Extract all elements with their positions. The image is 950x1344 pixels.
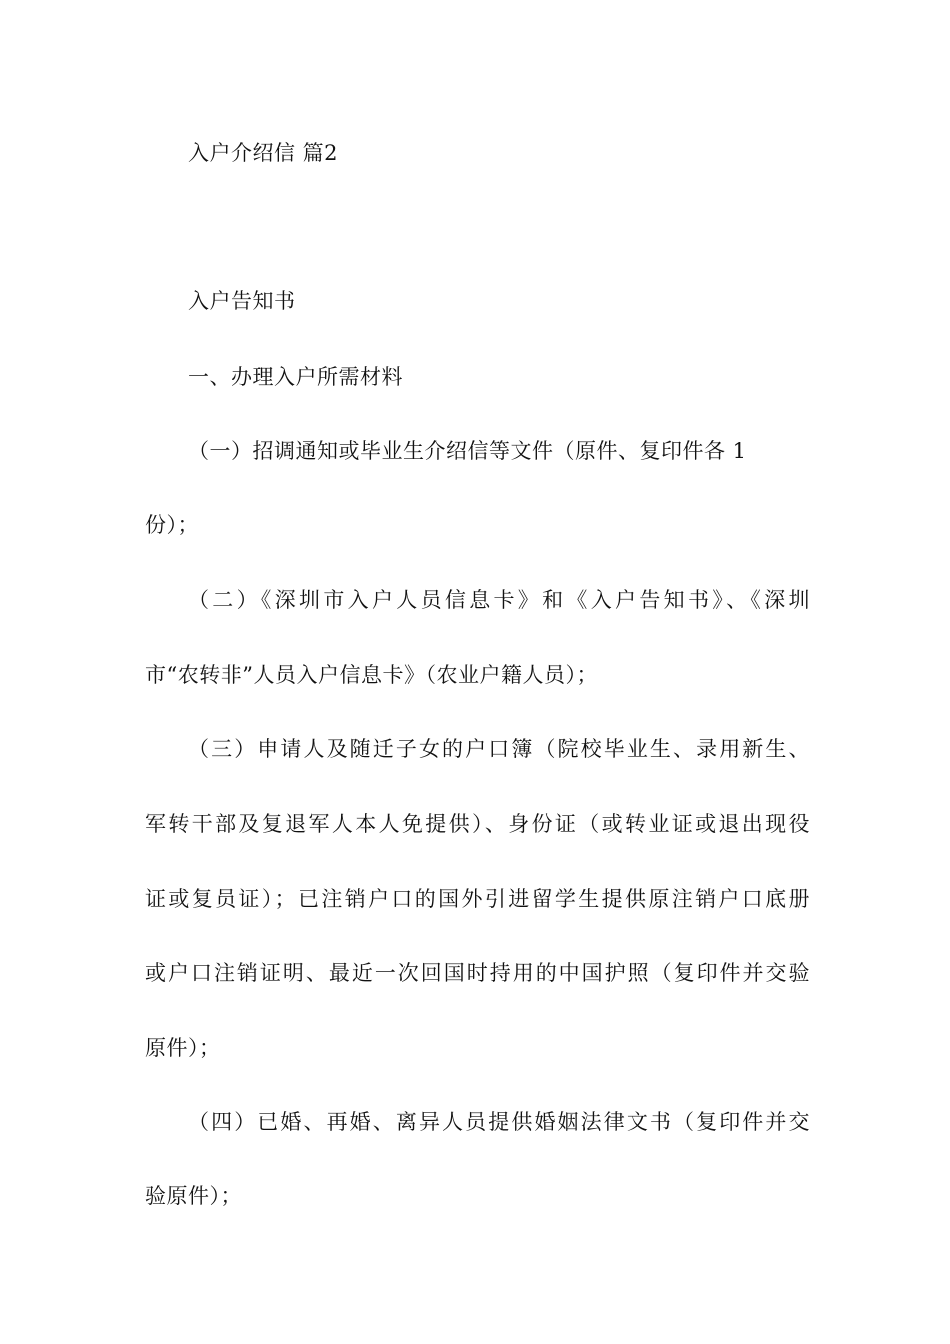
notice-title: 入户告知书 — [188, 289, 296, 313]
section-title: 一、办理入户所需材料 — [188, 365, 403, 389]
item3-line2: 军转干部及复退军人本人免提供）、身份证（或转业证或退出现役 — [145, 812, 810, 836]
item4-line2: 验原件）； — [145, 1184, 242, 1208]
item1-line1: （一）招调通知或毕业生介绍信等文件（原件、复印件各 1 — [188, 439, 747, 463]
item4-line1: （四）已婚、再婚、离异人员提供婚姻法律文书（复印件并交 — [188, 1110, 810, 1134]
item2-line1: （二）《深圳市入户人员信息卡》和《入户告知书》、《深圳 — [188, 588, 810, 612]
item2-line2: 市“农转非”人员入户信息卡》（农业户籍人员）； — [145, 663, 598, 687]
item3-line5: 原件）； — [145, 1036, 221, 1060]
item1-line2: 份）； — [145, 513, 199, 537]
item3-line4: 或户口注销证明、最近一次回国时持用的中国护照（复印件并交验 — [145, 961, 810, 985]
item3-line3: 证或复员证）；已注销户口的国外引进留学生提供原注销户口底册 — [145, 887, 810, 911]
document-heading: 入户介绍信 篇2 — [188, 141, 339, 165]
item3-line1: （三）申请人及随迁子女的户口簿（院校毕业生、录用新生、 — [188, 737, 810, 761]
